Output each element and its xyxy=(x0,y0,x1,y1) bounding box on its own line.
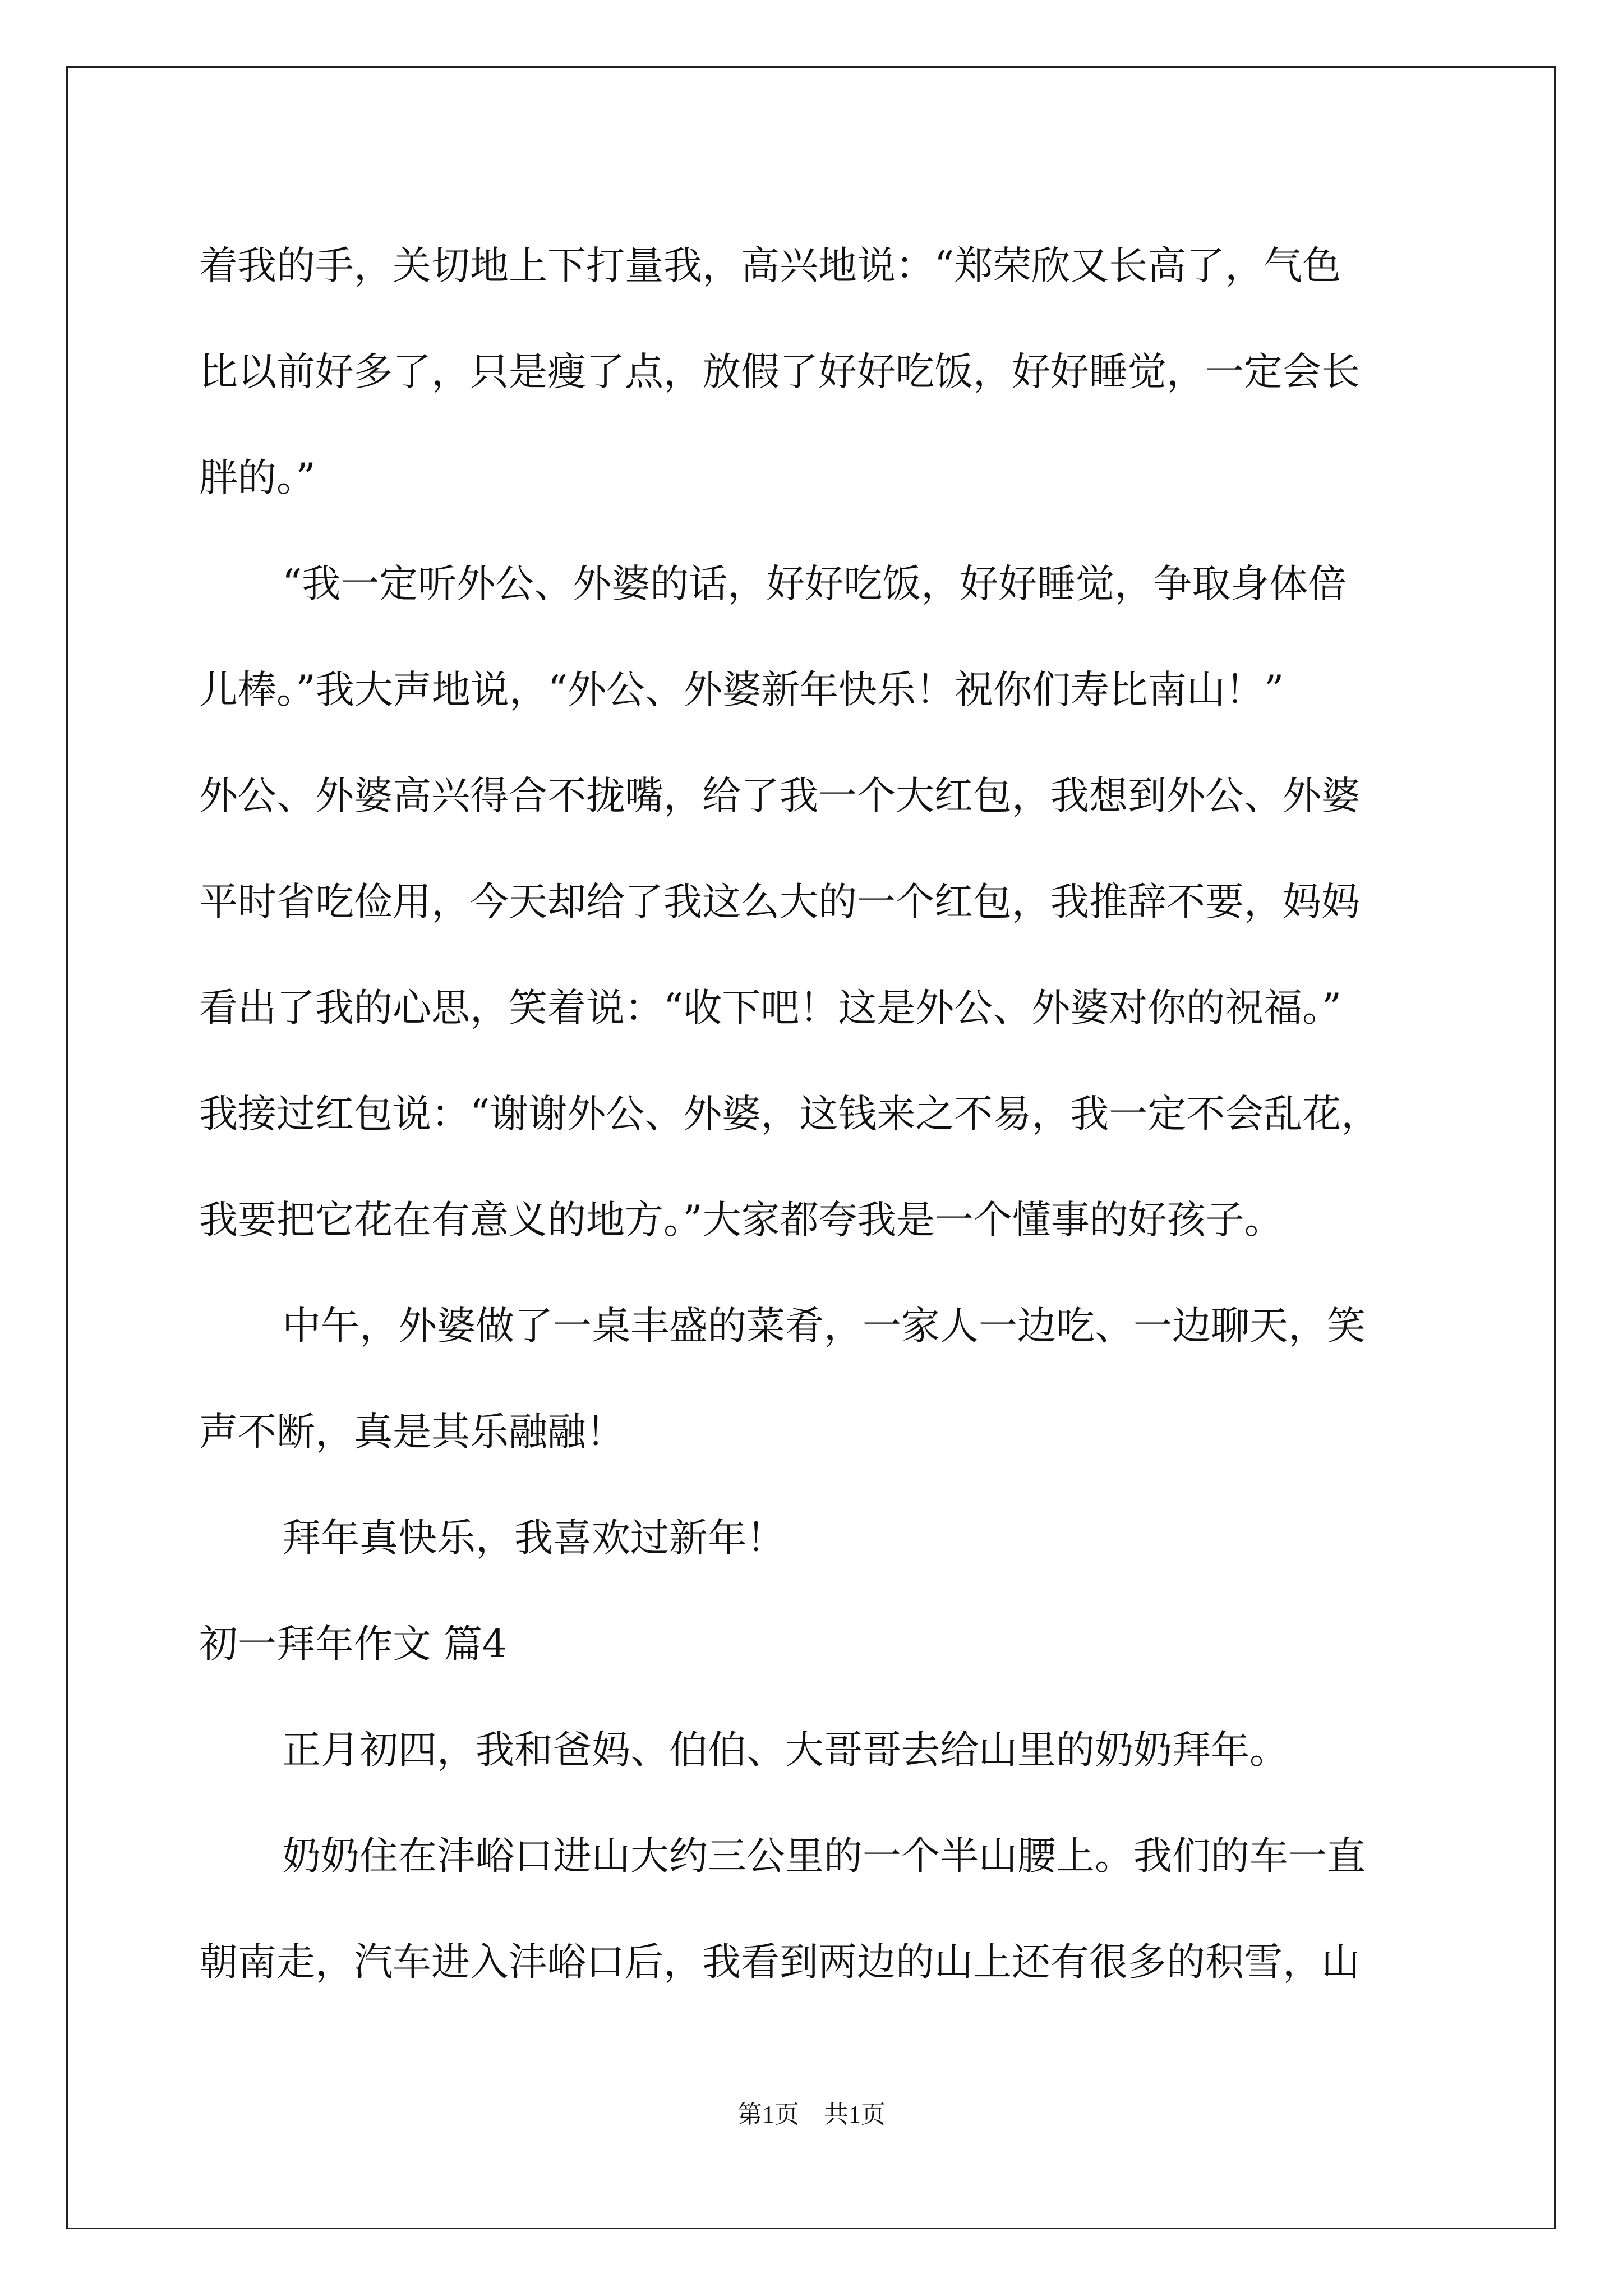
text-line: 看出了我的心思，笑着说：“收下吧！这是外公、外婆对你的祝福。” xyxy=(199,986,1342,1030)
text-line: 外公、外婆高兴得合不拢嘴，给了我一个大红包，我想到外公、外婆 xyxy=(199,774,1360,818)
text-line: 着我的手，关切地上下打量我，高兴地说：“郑荣欣又长高了，气色 xyxy=(199,243,1341,288)
text-line: 拜年真快乐，我喜欢过新年！ xyxy=(282,1516,785,1561)
text-line: “我一定听外公、外婆的话，好好吃饭，好好睡觉，争取身体倍 xyxy=(282,562,1347,606)
text-line: 胖的。” xyxy=(199,455,316,500)
text-line: 比以前好多了，只是瘦了点，放假了好好吃饭，好好睡觉，一定会长 xyxy=(199,349,1360,394)
page-number-footer: 第1页 共1页 xyxy=(737,2101,886,2128)
text-line: 儿棒。”我大声地说，“外公、外婆新年快乐！祝你们寿比南山！” xyxy=(199,668,1284,712)
section-heading: 初一拜年作文 篇4 xyxy=(199,1622,507,1667)
text-line: 我接过红包说：“谢谢外公、外婆，这钱来之不易，我一定不会乱花， xyxy=(199,1092,1380,1137)
text-line: 朝南走，汽车进入沣峪口后，我看到两边的山上还有很多的积雪，山 xyxy=(199,1940,1360,1985)
text-line: 平时省吃俭用，今天却给了我这么大的一个红包，我推辞不要，妈妈 xyxy=(199,880,1360,924)
text-line: 我要把它花在有意义的地方。”大家都夸我是一个懂事的好孩子。 xyxy=(199,1198,1283,1243)
text-line: 正月初四，我和爸妈、伯伯、大哥哥去给山里的奶奶拜年。 xyxy=(282,1728,1288,1773)
text-line: 声不断，真是其乐融融！ xyxy=(199,1410,625,1455)
document-body xyxy=(199,213,1433,2016)
text-line: 中午，外婆做了一桌丰盛的菜肴，一家人一边吃、一边聊天，笑 xyxy=(282,1304,1366,1349)
text-line: 奶奶住在沣峪口进山大约三公里的一个半山腰上。我们的车一直 xyxy=(282,1834,1366,1879)
